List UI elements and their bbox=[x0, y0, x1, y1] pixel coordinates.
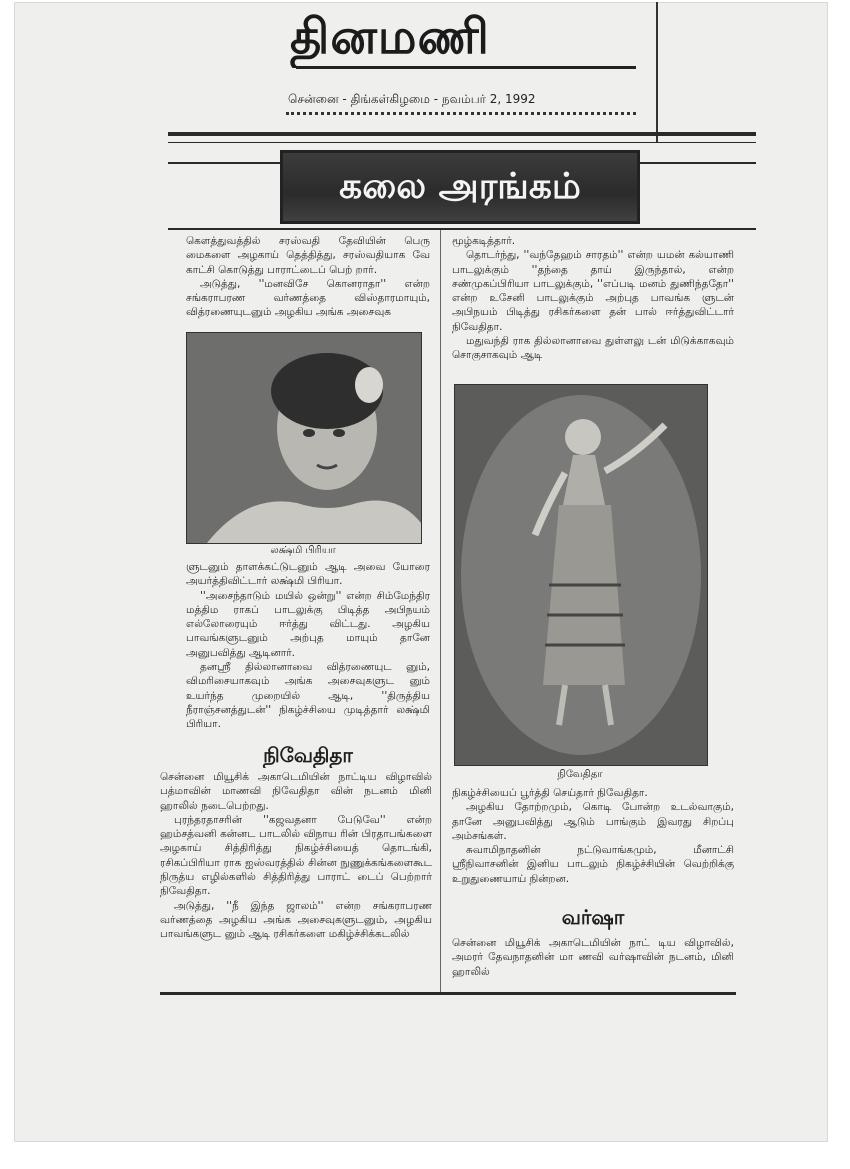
right-intro bbox=[452, 234, 734, 380]
right-paragraph: மூழ்கடித்தார். bbox=[452, 235, 516, 247]
left-continued bbox=[186, 560, 430, 746]
masthead-title: தினமணி bbox=[290, 9, 490, 65]
right-paragraph: தொடர்ந்து, ''வந்தேஹம் சாரதம்'' என்ற யமன் கல்யாணி பாடலுக்கும் ''தந்தை தாய் இருந்தால், என்ற சண்முகப்பிரியா பாடலுக்கும், ''எப்படி மனம் துணிந்ததோ'' என்ற உசேனி பாடலுக்கும் அற்புத பாவங்க ளுடன் அபிநயம் பிடித்து ரசிகர்களை தன் பால் ஈர்த்துவிட்டார் நிவேதிதா. bbox=[452, 249, 734, 333]
varsha-story bbox=[452, 936, 734, 988]
photo-nivedita bbox=[454, 384, 708, 766]
section-banner bbox=[280, 150, 640, 224]
nivedita-paragraph: அடுத்து, ''நீ இந்த ஜாலம்'' என்ற சங்கராபரண வர்ணத்தை அழகிய அங்க அசைவுகளுடனும், அழகிய பாவங்களுட னும் ஆடி ரசிகர்களை மகிழ்ச்சிக்கடலில் bbox=[160, 899, 432, 941]
left-intro-paragraph: அடுத்து, ''மனவிசே கொனராதா'' என்ற சங்கராபரண வர்ணத்தை விஸ்தாரமாயும், வித்ரணையுடனும் அழகிய அங்க அசைவுக bbox=[186, 277, 430, 319]
left-paragraph: ளுடனும் தாளக்கட்டுடனும் ஆடி அவை யோரை அயர்த்திவிட்டார் லக்ஷ்மி பிரியா. bbox=[186, 561, 430, 588]
nivedita-paragraph: புரந்தரதாசரின் ''கஜவதனா பேடுவே'' என்ற ஹம்சத்வனி கன்னட பாடலில் விநாய ரின் பிரதாபங்களை அழகாய் சித்திரித்து நிகழ்ச்சியைத் தொடங்கி, ரசிகப்பிரியா ராக ஐஸ்வரத்தில் சின்ன நுணுக்கங்களைகூட நிருத்ய எழில்களில் சித்திரித்து பாராட் டைப் பெற்றார் நிவேதிதா. bbox=[160, 813, 432, 898]
left-paragraph: ''அசைந்தாடும் மயில் ஒன்று'' என்ற சிம்மேந்திர மத்திம ராகப் பாடலுக்கு பிடித்த அபிநயம் எல்லோரையும் ஈர்த்து விட்டது. அழகிய பாவங்களுடனும் அற்புத மாயும் தானே அனுபவித்து ஆடினார். bbox=[186, 589, 430, 659]
section-banner-text: கலை அரங்கம் bbox=[339, 166, 581, 207]
heading-varsha: வர்ஷா bbox=[561, 905, 625, 929]
dateline: சென்னை - திங்கள்கிழமை - நவம்பர் 2, 1992 bbox=[288, 92, 536, 106]
right-paragraph: சுவாமிநாதனின் நட்டுவாங்கமும், மீனாட்சி ஸ்ரீநிவாசனின் இனிய பாடலும் நிகழ்ச்சியின் வெற்றிக்கு உறுதுணையாய் நின்றன. bbox=[452, 844, 734, 885]
top-rule bbox=[168, 132, 756, 136]
left-intro bbox=[186, 234, 430, 330]
right-paragraph: மதுவந்தி ராக தில்லானாவை துள்ளலு டன் மிடுக்காகவும் சொகுசாகவும் ஆடி bbox=[452, 335, 734, 362]
portrait-image bbox=[187, 333, 421, 543]
top-thin-rule bbox=[168, 142, 756, 143]
left-paragraph: தனஸ்ரீ தில்லானாவை வித்ரணையுட னும், விமரிசையாகவும் அங்க அசைவுகளுட னும் உயர்ந்த முறையில் ஆடி, ''திருத்திய நீராஞ்சனத்துடன்'' நிகழ்ச்சியை முடித்தார் லக்ஷ்மி பிரியா. bbox=[186, 661, 430, 731]
varsha-paragraph: சென்னை மியூசிக் அகாடெமியின் நாட் டிய விழாவில், அமரர் தேவநாதனின் மா ணவி வர்ஷாவின் நடனம், மினி ஹாலில் bbox=[452, 937, 734, 978]
right-continued bbox=[452, 786, 734, 890]
right-paragraph: அழகிய தோற்றமும், கொடி போன்ற உடல்வாகும், தானே அனுபவித்து ஆடும் பாங்கும் இவரது சிறப்பு அம்சங்கள். bbox=[452, 801, 734, 842]
dotted-divider bbox=[286, 112, 636, 115]
content-top-rule bbox=[168, 228, 756, 230]
nivedita-paragraph: சென்னை மியூசிக் அகாடெமியின் நாட்டிய விழாவில் பத்மாவின் மாணவி நிவேதிதா வின் நடனம் மினி ஹாலில் நடைபெற்றது. bbox=[160, 771, 432, 812]
right-paragraph: நிகழ்ச்சியைப் பூர்த்தி செய்தார் நிவேதிதா. bbox=[452, 787, 648, 799]
photo-caption-nivedita: நிவேதிதா bbox=[557, 769, 603, 780]
masthead-underline bbox=[296, 66, 636, 69]
column-divider bbox=[440, 230, 441, 992]
photo-lakshmi-priya bbox=[186, 332, 422, 544]
photo-caption-lakshmi: லக்ஷ்மி பிரியா bbox=[270, 545, 336, 556]
heading-nivedita: நிவேதிதா bbox=[263, 743, 353, 767]
bottom-rule bbox=[160, 992, 736, 995]
left-intro-paragraph: கௌத்துவத்தில் சரஸ்வதி தேவியின் பெரு மைகளை அழகாய் தெத்தித்து, சரஸ்வதியாக வே காட்சி கொடுத்து பாராட்டைப் பெற் றார். bbox=[186, 235, 430, 276]
dancer-image bbox=[455, 385, 707, 765]
nivedita-story bbox=[160, 770, 432, 986]
